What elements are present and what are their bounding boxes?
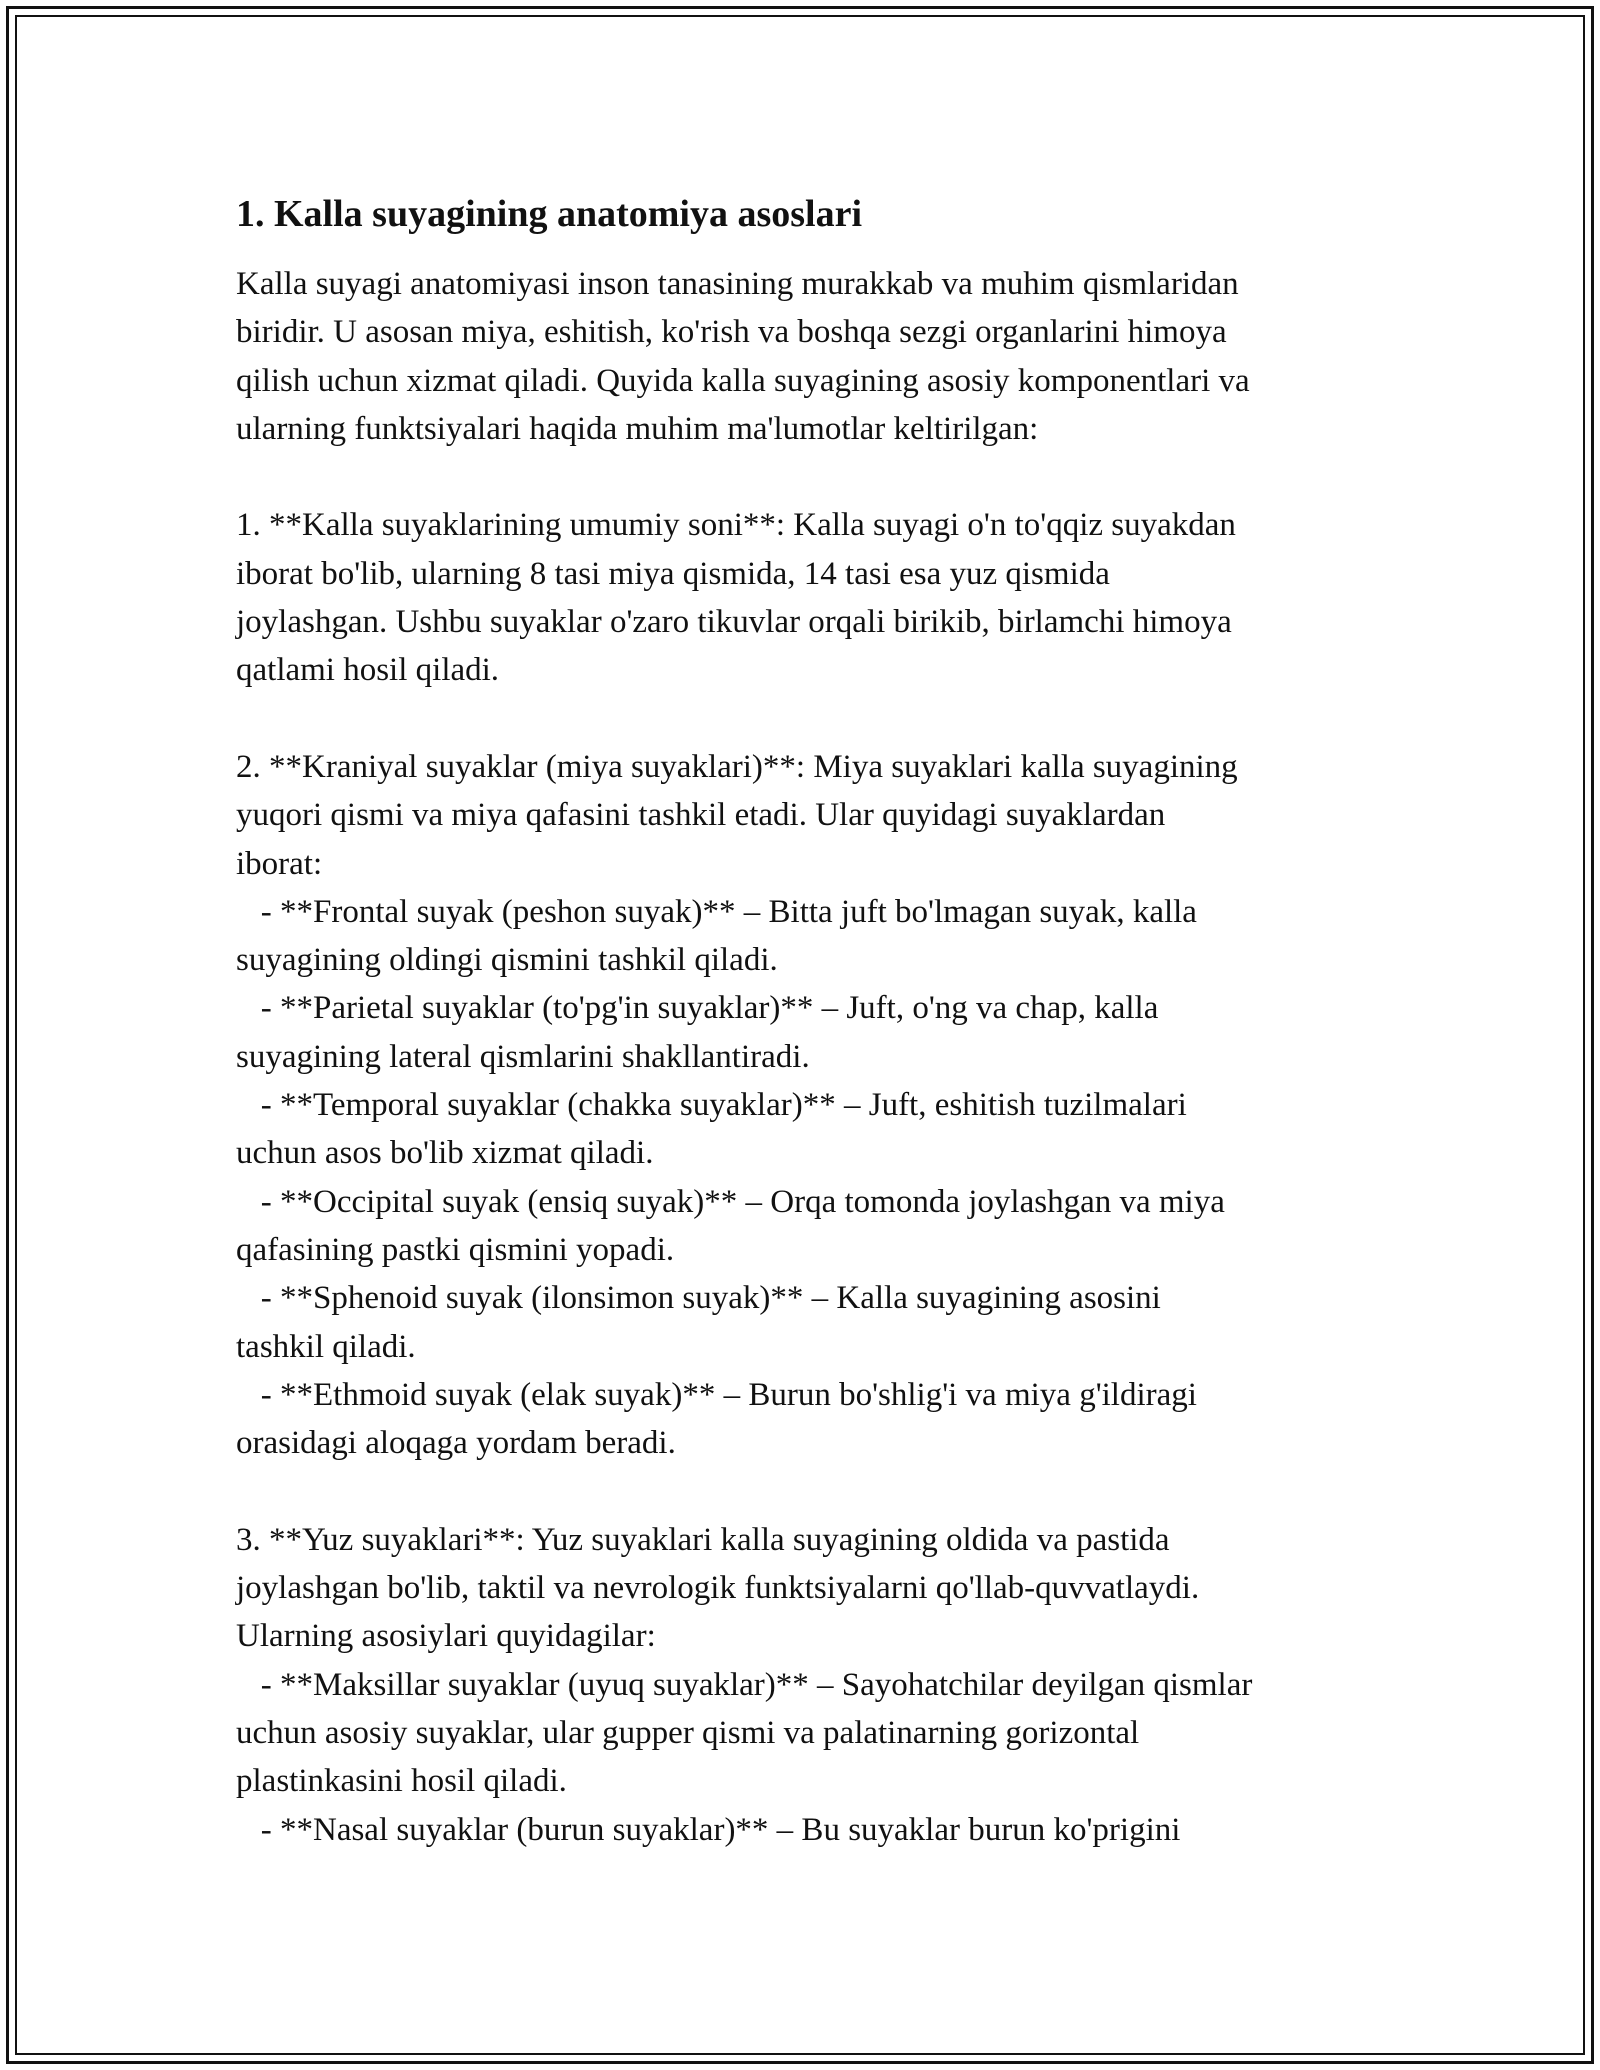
document-content bbox=[236, 188, 1386, 1854]
document-heading: 1. Kalla suyagining anatomiya asoslari bbox=[236, 193, 863, 235]
document-body-text: Kalla suyagi anatomiyasi inson tanasining murakkab va muhim qismlaridan biridir. U asosan miya, eshitish, ko'rish va boshqa sezgi organlarini himoya qilish uchun xizmat qiladi. Quyida kalla suyagining asosiy komponentlari va ularning funktsiyalari haqida muhim ma'lumotlar keltirilgan: 1. **Kalla suyaklarining umumiy soni**: Kalla suyagi o'n to'qqiz suyakdan iborat bo'lib, ularning 8 tasi miya qismida, 14 tasi esa yuz qismida joylashgan. Ushbu suyaklar o'zaro tikuvlar orqali birikib, birlamchi himoya qatlami hosil qiladi. 2. **Kraniyal suyaklar (miya suyaklari)**: Miya suyaklari kalla suyagining yuqori qismi va miya qafasini tashkil etadi. Ular quyidagi suyaklardan iborat: - **Frontal suyak (peshon suyak)** – Bitta juft bo'lmagan suyak, kalla suyagining oldingi qismini tashkil qiladi. - **Parietal suyaklar (to'pg'in suyaklar)** – Juft, o'ng va chap, kalla suyagining lateral qismlarini shakllantiradi. - **Temporal suyaklar (chakka suyaklar)** – Juft, eshitish tuzilmalari uchun asos bo'lib xizmat qiladi. - **Occipital suyak (ensiq suyak)** – Orqa tomonda joylashgan va miya qafasining pastki qismini yopadi. - **Sphenoid suyak (ilonsimon suyak)** – Kalla suyagining asosini tashkil qiladi. - **Ethmoid suyak (elak suyak)** – Burun bo'shlig'i va miya g'ildiragi orasidagi aloqaga yordam beradi. 3. **Yuz suyaklari**: Yuz suyaklari kalla suyagining oldida va pastida joylashgan bo'lib, taktil va nevrologik funktsiyalarni qo'llab-quvvatlaydi. Ularning asosiylari quyidagilar: - **Maksillar suyaklar (uyuq suyaklar)** – Sayohatchilar deyilgan qismlar uchun asosiy suyaklar, ular gupper qismi va palatinarning gorizontal plastinkasini hosil qiladi. - **Nasal suyaklar (burun suyaklar)** – Bu suyaklar burun ko'prigini bbox=[236, 266, 1253, 1848]
